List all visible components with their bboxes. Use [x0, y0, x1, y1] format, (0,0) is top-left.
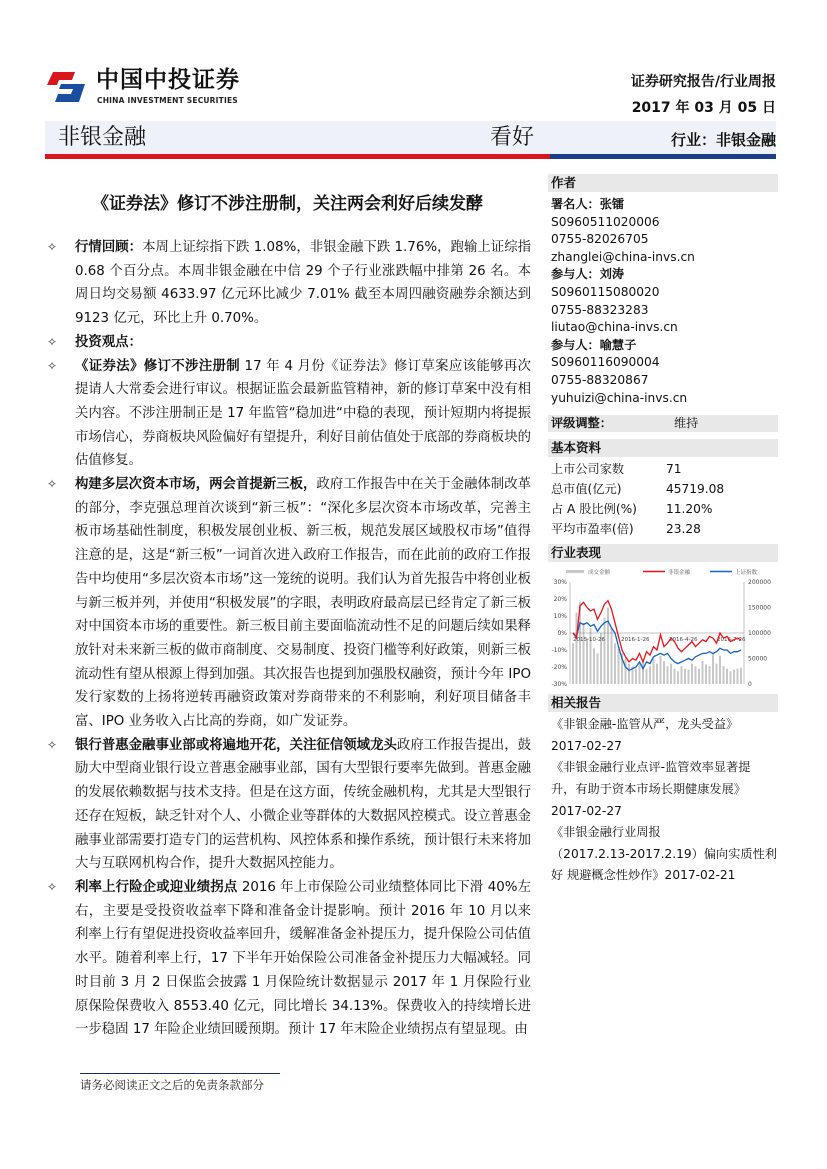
author-role: 署名人：张镭 — [551, 197, 625, 211]
main-column — [45, 236, 531, 1092]
basic-key: 占 A 股比例(%) — [551, 502, 637, 517]
paragraph — [45, 355, 531, 474]
volume-bar — [586, 638, 588, 684]
volume-bar — [684, 669, 686, 684]
author-phone: 0755-88323283 — [551, 302, 649, 317]
x-tick: 2015-10-26 — [573, 637, 605, 644]
rating-row — [548, 415, 778, 432]
report-body — [45, 236, 531, 1073]
basic-value: 71 — [666, 462, 682, 477]
paragraph — [45, 473, 531, 734]
author-role: 参与人：喻慧子 — [551, 337, 637, 352]
authors-heading: 作者 — [548, 174, 778, 192]
paragraph-lead: 构建多层次资本市场，两会首提新三板， — [75, 477, 317, 493]
volume-bar — [730, 671, 732, 684]
related-report-line[interactable]: 升，有助于资本市场长期健康发展》 — [551, 781, 746, 796]
volume-bar — [737, 669, 739, 684]
paragraph-lead: 银行普惠金融事业部或将遍地开花，关注征信领域龙头 — [75, 737, 397, 753]
paragraph-lead: 利率上行险企或迎业绩拐点 — [75, 879, 238, 895]
legend-label: 上证指数 — [735, 570, 758, 577]
performance-chart — [548, 566, 778, 690]
paragraph-text: 2016 年上市保险公司业绩整体同比下滑 40%左右，主要是受投资收益率下降和准备金计提影响。预计 2016 年 10 月以来利率上行有望促进投资收益率回升，缓解准备金补提压力，提升保险公司估值水平。随着利率上行，17 下半年开始保险公司准备金补提压力大幅减轻。同时目前 3 月 2 日保监会披露 1 月保险统计数据显示 2017 年 1 月保险行业原保险保费收入 8553.40 亿元，同比增长 34.13%。保费收入的持续增长进一步稳固 17 年险企业绩回暖预期。预计 17 年末险企业绩拐点有望显现。由 — [75, 879, 532, 1038]
y-left-tick: 10% — [553, 613, 567, 621]
volume-bar — [719, 656, 721, 684]
sidebar — [548, 174, 778, 887]
volume-bar — [674, 669, 676, 684]
diamond-bullet-icon: ✧ — [47, 358, 58, 373]
paragraph-lead: 《证券法》修订不涉注册制 — [75, 358, 240, 374]
related-reports-heading: 相关报告 — [548, 694, 778, 712]
volume-bar — [583, 623, 585, 684]
basic-info-table — [548, 459, 778, 539]
volume-bar — [667, 666, 669, 684]
volume-bar — [698, 669, 700, 684]
volume-bar — [716, 664, 718, 684]
y-left-tick: 20% — [553, 596, 567, 604]
disclaimer-note: 请务必阅读正文之后的免责条款部分 — [80, 1078, 264, 1092]
volume-bar — [611, 628, 613, 684]
author-email[interactable]: yuhuizi@china-invs.cn — [551, 390, 688, 405]
related-report-line[interactable]: 《非银金融行业点评-监管效率显著提 — [551, 760, 751, 775]
related-report-line[interactable]: 好 规避概念性炒作》2017-02-21 — [551, 868, 736, 883]
volume-bar — [635, 669, 637, 684]
related-report-line[interactable]: 《非银金融-监管从严，龙头受益》 — [551, 717, 739, 732]
volume-bar — [618, 648, 620, 684]
paragraph-text: 17 年 4 月份《证券法》修订草案应该能够再次提请人大常委会进行审议。根据证监会最新监管精神，新的修订草案中没有相关内容。不涉注册制正是 17 年监管“稳加进“中稳的表现，预计短期内将提振市场信心，券商板块风险偏好有望提升，利好目前估值处于底部的券商板块的估值修复。 — [75, 358, 531, 469]
volume-bar — [663, 661, 665, 684]
volume-bar — [709, 666, 711, 684]
volume-bar — [660, 656, 662, 684]
related-report-date: 2017-02-27 — [551, 738, 622, 753]
y-right-tick: 0 — [748, 681, 752, 689]
author-phone: 0755-88320867 — [551, 372, 649, 387]
paragraph-lead: 投资观点： — [75, 334, 142, 350]
paragraph — [45, 734, 531, 876]
volume-bar — [695, 666, 697, 684]
paragraph-text: 政府工作报告中在关于金融体制改革的部分，李克强总理首次谈到“新三板”：“深化多层次资本市场改革，完善主板市场基础性制度，积极发展创业板、新三板，规范发展区域股权市场”值得注意的是，这是“新三板”一词首次进入政府工作报告，而在此前的政府工作报告中均使用“多层次资本市场”这一笼统的说明。我们认为首先报告中将创业板与新三板并列，并使用“积极发展”的字眼，表明政府最高层已经肯定了新三板对中国资本市场的重要性。新三板目前主要面临流动性不足的问题后续如果释放针对未来新三板的做市商制度、交易制度、投资门槛等利好政策，则新三板流动性有望从根源上得到加强。其次报告也提到加强股权融资，预计今年 IPO 发行家数的上扬将逆转再融资政策对券商带来的不利影响，利好项目储备丰富、IPO 业务收入占比高的券商，如广发证券。 — [75, 477, 531, 730]
report-title: 《证券法》修订不涉注册制，关注两会利好后续发酵 — [92, 194, 483, 214]
related-report-line[interactable]: 《非银金融行业周报 — [551, 825, 661, 840]
x-tick: 2016-4-26 — [669, 637, 698, 644]
related-reports-list — [548, 714, 778, 887]
diamond-bullet-icon: ✧ — [47, 477, 58, 492]
y-right-tick: 150000 — [748, 604, 771, 612]
paragraph — [45, 331, 531, 355]
volume-bar — [733, 670, 735, 684]
author-phone: 0755-82026705 — [551, 232, 649, 247]
sector-band — [45, 121, 776, 154]
basic-info-row — [548, 459, 778, 479]
volume-bar — [576, 613, 578, 684]
author-role: 参与人：刘涛 — [551, 267, 625, 282]
volume-bar — [740, 668, 742, 684]
y-left-tick: 30% — [553, 579, 567, 587]
volume-bar — [607, 608, 609, 685]
paragraph-text: 本周上证综指下跌 1.08%，非银金融下跌 1.76%，跑输上证综指 0.68 个百分点。本周非银金融在中信 29 个子行业涨跌幅中排第 26 名。本周日均交易额 4633.97 亿元环比减少 7.01% 截至本周四融资融券余额达到 9123 亿元，环比上升 0.70%。 — [75, 240, 532, 327]
divider-red — [45, 154, 550, 159]
company-name-en: CHINA INVESTMENT SECURITIES — [97, 96, 238, 105]
volume-bar — [712, 654, 714, 685]
volume-bar — [625, 659, 627, 685]
author-id: S0960511020006 — [551, 214, 660, 229]
volume-bar — [681, 666, 683, 684]
volume-bar — [653, 659, 655, 685]
rating-label: 评级调整： — [551, 416, 612, 431]
volume-bar — [677, 671, 679, 684]
legend-label: 非银金融 — [668, 570, 691, 577]
volume-bar — [642, 661, 644, 684]
volume-bar — [572, 643, 574, 684]
y-left-tick: 0% — [557, 630, 567, 638]
sector-rating: 看好 — [490, 125, 535, 150]
basic-value: 45719.08 — [666, 482, 725, 497]
author-id: S0960116090004 — [551, 355, 660, 370]
volume-bar — [593, 648, 595, 684]
diamond-bullet-icon: ✧ — [47, 737, 58, 752]
basic-key: 平均市盈率(倍) — [551, 522, 634, 537]
paragraph-text: 政府工作报告提出，鼓励大中型商业银行设立普惠金融事业部，国有大型银行要率先做到。普惠金融的发展依赖数据与技术支持。但是在这方面，传统金融机构，尤其是大型银行还存在短板，缺乏针对个人、小微企业等群体的大数据风控模式。设立普惠金融事业部需要打造专门的运营机构、风控体系和操作系统，预计银行未来将加大与互联网机构合作，提升大数据风控能力。 — [75, 737, 532, 872]
basic-info-row — [548, 499, 778, 519]
volume-bar — [656, 664, 658, 684]
basic-key: 上市公司家数 — [551, 462, 625, 477]
basic-info-row — [548, 479, 778, 499]
company-name-cn: 中国中投证券 — [96, 67, 240, 93]
y-right-tick: 100000 — [748, 630, 771, 638]
y-left-tick: -20% — [551, 664, 567, 672]
diamond-bullet-icon: ✧ — [47, 240, 58, 254]
author-email[interactable]: zhanglei@china-invs.cn — [551, 249, 695, 264]
paragraph — [45, 876, 531, 1042]
volume-bar — [639, 664, 641, 684]
diamond-bullet-icon: ✧ — [47, 334, 58, 349]
volume-bar — [670, 664, 672, 684]
volume-bar — [649, 666, 651, 684]
paragraph-lead: 行情回顾： — [75, 240, 143, 255]
basic-value: 11.20% — [666, 502, 713, 517]
footer-divider — [80, 1073, 280, 1074]
divider-blue — [550, 154, 776, 159]
volume-bar — [691, 664, 693, 684]
report-type: 证券研究报告/行业周报 — [630, 74, 776, 90]
volume-bar — [702, 661, 704, 684]
y-left-tick: -10% — [551, 647, 567, 655]
x-tick: 2016-1-26 — [621, 637, 650, 644]
volume-bar — [723, 666, 725, 684]
y-right-tick: 50000 — [748, 655, 768, 663]
industry-label: 行业：非银金融 — [670, 131, 776, 149]
y-right-tick: 200000 — [748, 579, 771, 587]
legend-label: 成交金额 — [588, 570, 611, 577]
legend-swatch-volume — [566, 570, 584, 573]
authors-list — [548, 196, 778, 407]
rating-value: 维持 — [673, 416, 699, 431]
volume-bar — [726, 669, 728, 684]
basic-key: 总市值(亿元) — [551, 482, 622, 497]
company-logo-icon — [45, 72, 91, 102]
diamond-bullet-icon: ✧ — [47, 879, 58, 894]
volume-bar — [646, 669, 648, 684]
volume-bar — [628, 664, 630, 684]
basic-value: 23.28 — [666, 522, 701, 537]
related-report-date: 2017-02-27 — [551, 803, 622, 818]
related-report-line[interactable]: （2017.2.13-2017.2.19）偏向实质性利 — [551, 846, 777, 861]
volume-bar — [597, 654, 599, 685]
x-tick: 2016-7-26 — [717, 637, 746, 644]
volume-bar — [688, 670, 690, 684]
paragraph — [45, 236, 531, 331]
author-email[interactable]: liutao@china-invs.cn — [551, 320, 678, 335]
volume-bar — [705, 665, 707, 684]
basic-info-row — [548, 519, 778, 539]
report-date: 2017 年 03 月 05 日 — [631, 100, 776, 116]
sector-name: 非银金融 — [58, 125, 147, 150]
volume-bar — [614, 643, 616, 684]
author-id: S0960115080020 — [551, 284, 660, 299]
basic-info-heading: 基本资料 — [548, 439, 778, 457]
performance-heading: 行业表现 — [548, 544, 778, 562]
y-left-tick: -30% — [551, 681, 567, 689]
volume-bar — [604, 618, 606, 684]
